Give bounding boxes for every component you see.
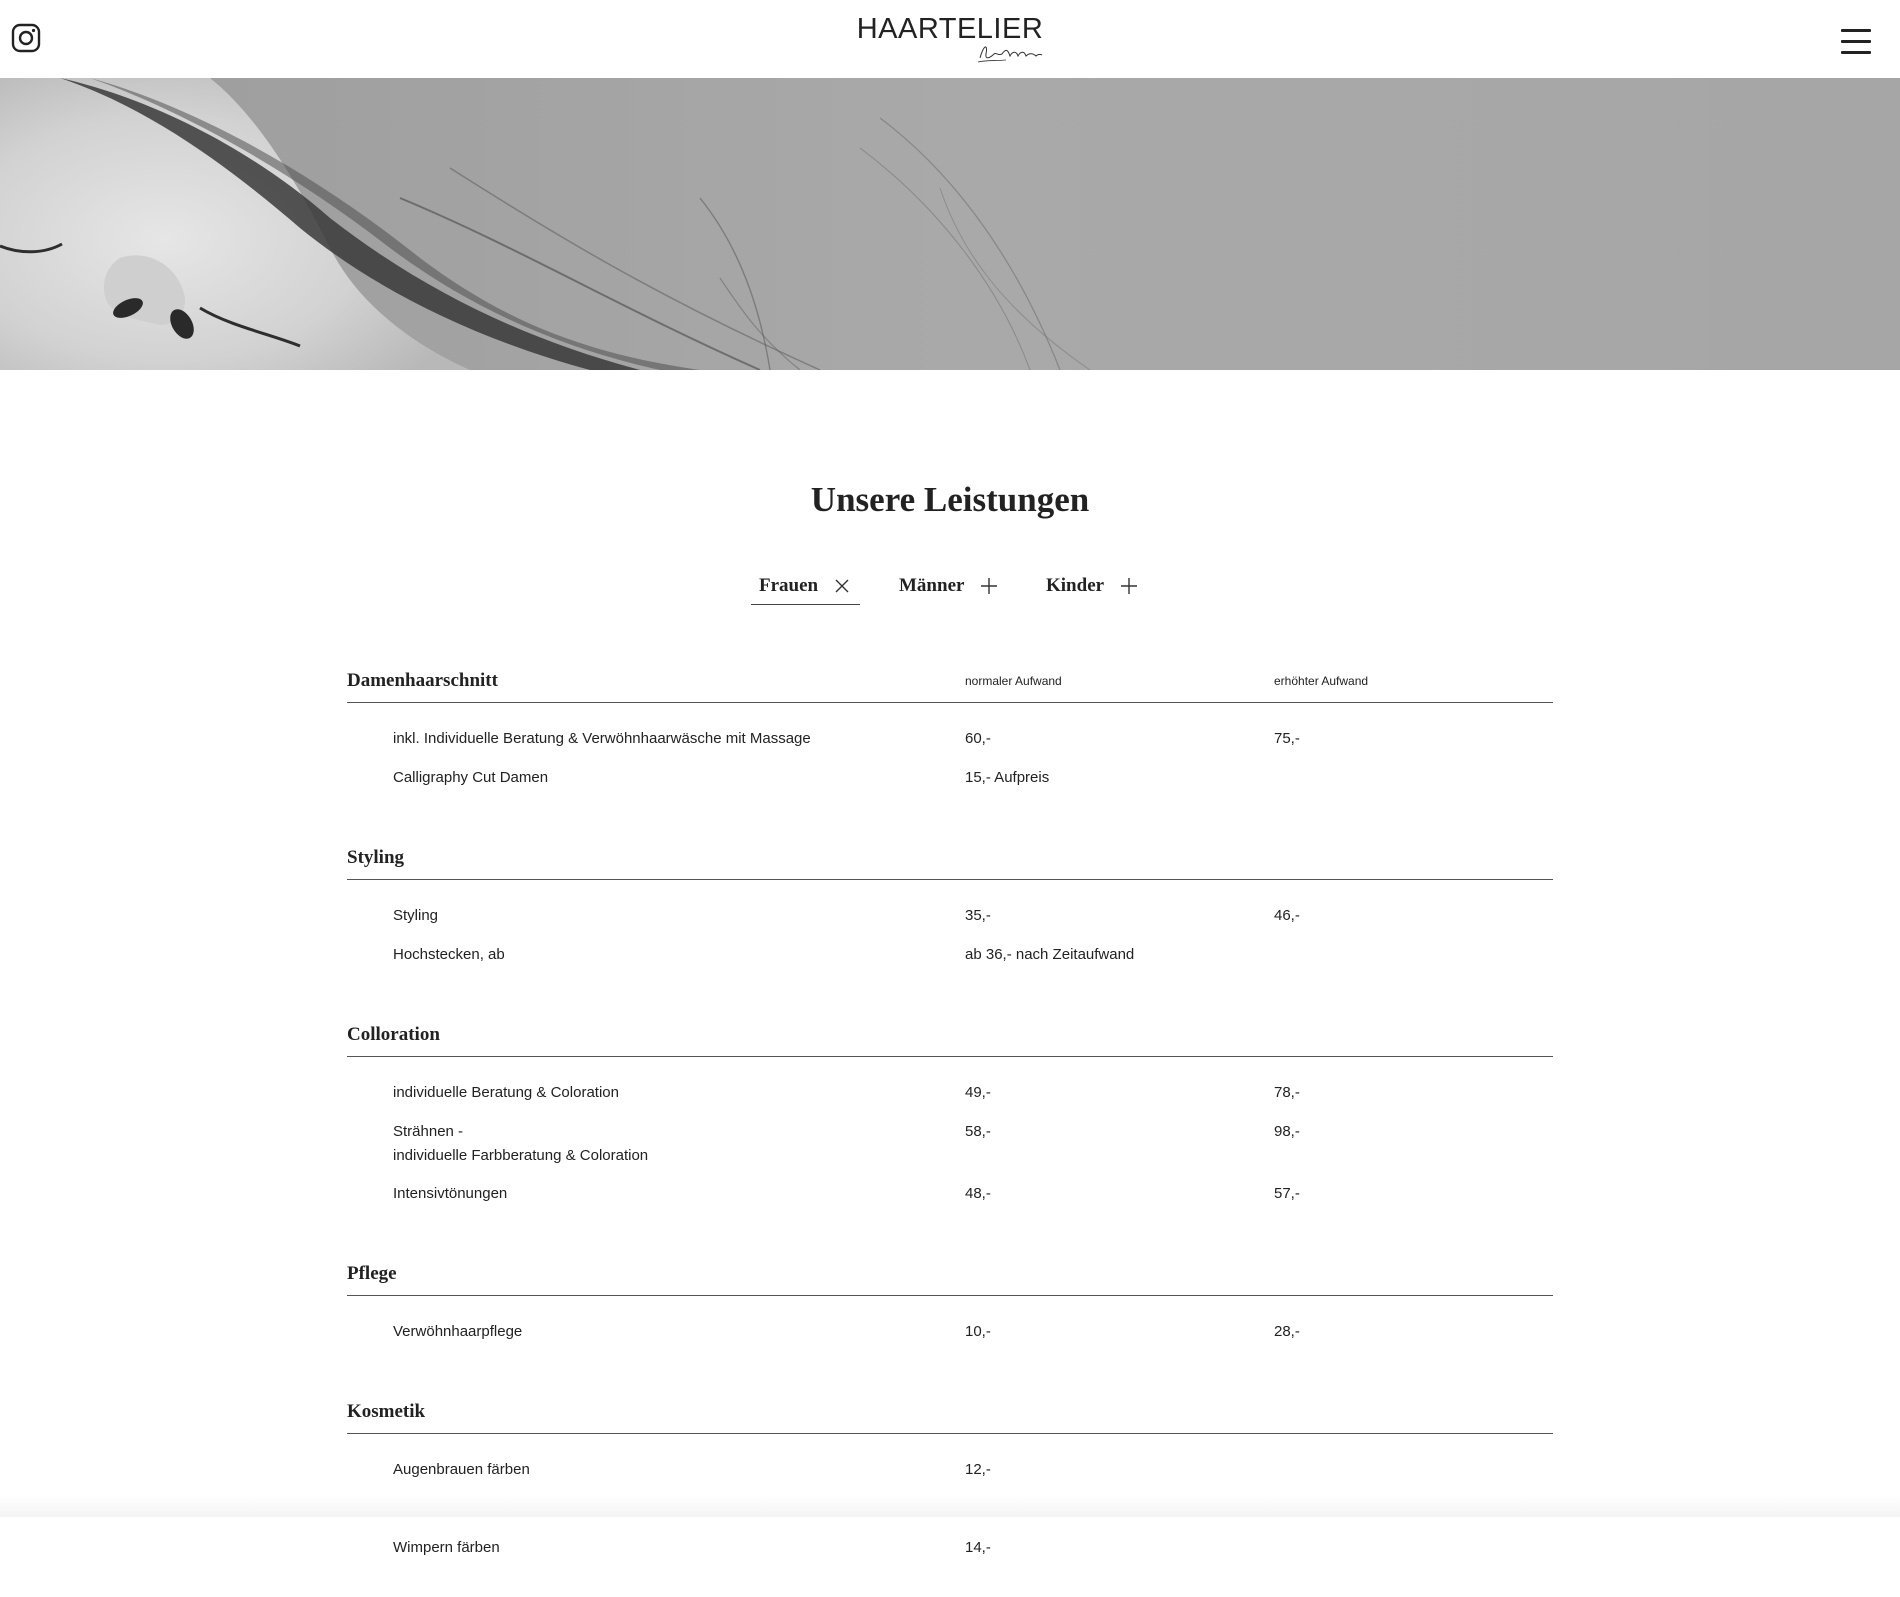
table-row bbox=[347, 1182, 1553, 1221]
tab-frauen[interactable] bbox=[751, 568, 860, 605]
price-normal: 48,- bbox=[965, 1185, 991, 1202]
service-name bbox=[393, 727, 933, 751]
category-header bbox=[347, 1004, 1553, 1057]
category-header bbox=[347, 650, 1553, 703]
tab-label: Männer bbox=[899, 575, 965, 596]
category-items bbox=[347, 1296, 1553, 1381]
plus-icon[interactable] bbox=[1120, 577, 1138, 595]
table-row bbox=[347, 766, 1553, 805]
column-header-normal: normaler Aufwand bbox=[965, 674, 1062, 688]
category-items bbox=[347, 1057, 1553, 1243]
tab-label: Kinder bbox=[1046, 575, 1105, 596]
tab-label: Frauen bbox=[759, 575, 819, 596]
service-name bbox=[393, 1081, 933, 1105]
service-name bbox=[393, 1320, 933, 1344]
price-normal: 14,- bbox=[965, 1539, 991, 1556]
price-raised: 98,- bbox=[1274, 1123, 1300, 1140]
table-row bbox=[347, 1458, 1553, 1497]
category-header bbox=[347, 1243, 1553, 1296]
table-row bbox=[347, 904, 1553, 943]
category-items bbox=[347, 703, 1553, 827]
category-header bbox=[347, 1381, 1553, 1434]
category-items bbox=[347, 880, 1553, 1004]
service-name-line: Augenbrauen färben bbox=[393, 1461, 530, 1478]
site-header bbox=[0, 0, 1900, 79]
service-name bbox=[393, 1182, 933, 1206]
service-name-line: Strähnen - bbox=[393, 1123, 464, 1140]
table-row bbox=[347, 1120, 1553, 1182]
price-normal: 58,- bbox=[965, 1123, 991, 1140]
service-name-line: Wimpern färben bbox=[393, 1539, 500, 1556]
table-row bbox=[347, 1081, 1553, 1120]
category-name: Damenhaarschnitt bbox=[347, 670, 498, 691]
price-normal: 15,- Aufpreis bbox=[965, 769, 1050, 786]
service-name-line: individuelle Beratung & Coloration bbox=[393, 1084, 619, 1101]
service-name-line: Intensivtönungen bbox=[393, 1185, 508, 1202]
service-name-line: Hochstecken, ab bbox=[393, 946, 505, 963]
service-name-line: Verwöhnhaarpflege bbox=[393, 1323, 523, 1340]
service-name bbox=[393, 1458, 933, 1482]
category-name: Pflege bbox=[347, 1263, 397, 1284]
table-row bbox=[347, 727, 1553, 766]
service-name bbox=[393, 943, 933, 967]
hamburger-menu-icon[interactable] bbox=[1841, 29, 1871, 55]
price-raised: 78,- bbox=[1274, 1084, 1300, 1101]
service-name bbox=[393, 1120, 933, 1168]
logo-text[interactable]: HAARTELIER bbox=[856, 13, 1044, 45]
price-normal: 12,- bbox=[965, 1461, 991, 1478]
category-name: Colloration bbox=[347, 1024, 440, 1045]
price-raised: 75,- bbox=[1274, 730, 1300, 747]
hero-image bbox=[0, 78, 1900, 370]
price-normal: 35,- bbox=[965, 907, 991, 924]
price-raised: 46,- bbox=[1274, 907, 1300, 924]
service-name-line: inkl. Individuelle Beratung & Verwöhnhaarwäsche mit Massage bbox=[393, 730, 811, 747]
column-header-raised: erhöhter Aufwand bbox=[1274, 674, 1369, 688]
price-raised: 57,- bbox=[1274, 1185, 1300, 1202]
tab-kinder[interactable] bbox=[1046, 568, 1138, 604]
price-normal: 49,- bbox=[965, 1084, 991, 1101]
plus-icon[interactable] bbox=[980, 577, 998, 595]
service-name-line: individuelle Farbberatung & Coloration bbox=[393, 1147, 649, 1164]
price-normal: 60,- bbox=[965, 730, 991, 747]
table-row bbox=[347, 943, 1553, 982]
close-icon[interactable] bbox=[834, 578, 850, 594]
category-header bbox=[347, 827, 1553, 880]
table-row bbox=[347, 1320, 1553, 1359]
site-logo[interactable] bbox=[0, 12, 1900, 46]
logo-signature bbox=[976, 40, 1046, 66]
category-name: Styling bbox=[347, 847, 405, 868]
service-name-line: Calligraphy Cut Damen bbox=[393, 769, 549, 786]
price-normal: ab 36,- nach Zeitaufwand bbox=[965, 946, 1135, 963]
category-tabs bbox=[0, 568, 1900, 608]
service-name bbox=[393, 1536, 933, 1560]
tab-maenner[interactable] bbox=[899, 568, 998, 604]
service-name bbox=[393, 904, 933, 928]
price-raised: 28,- bbox=[1274, 1323, 1300, 1340]
table-row bbox=[347, 1536, 1553, 1575]
hero-illustration bbox=[0, 78, 1900, 370]
page-footer-fade bbox=[0, 1495, 1900, 1517]
category-name: Kosmetik bbox=[347, 1401, 426, 1422]
service-name-line: Styling bbox=[393, 907, 439, 924]
section-title: Unsere Leistungen bbox=[810, 480, 1090, 519]
price-table bbox=[347, 650, 1553, 1597]
price-normal: 10,- bbox=[965, 1323, 991, 1340]
service-name bbox=[393, 766, 933, 790]
